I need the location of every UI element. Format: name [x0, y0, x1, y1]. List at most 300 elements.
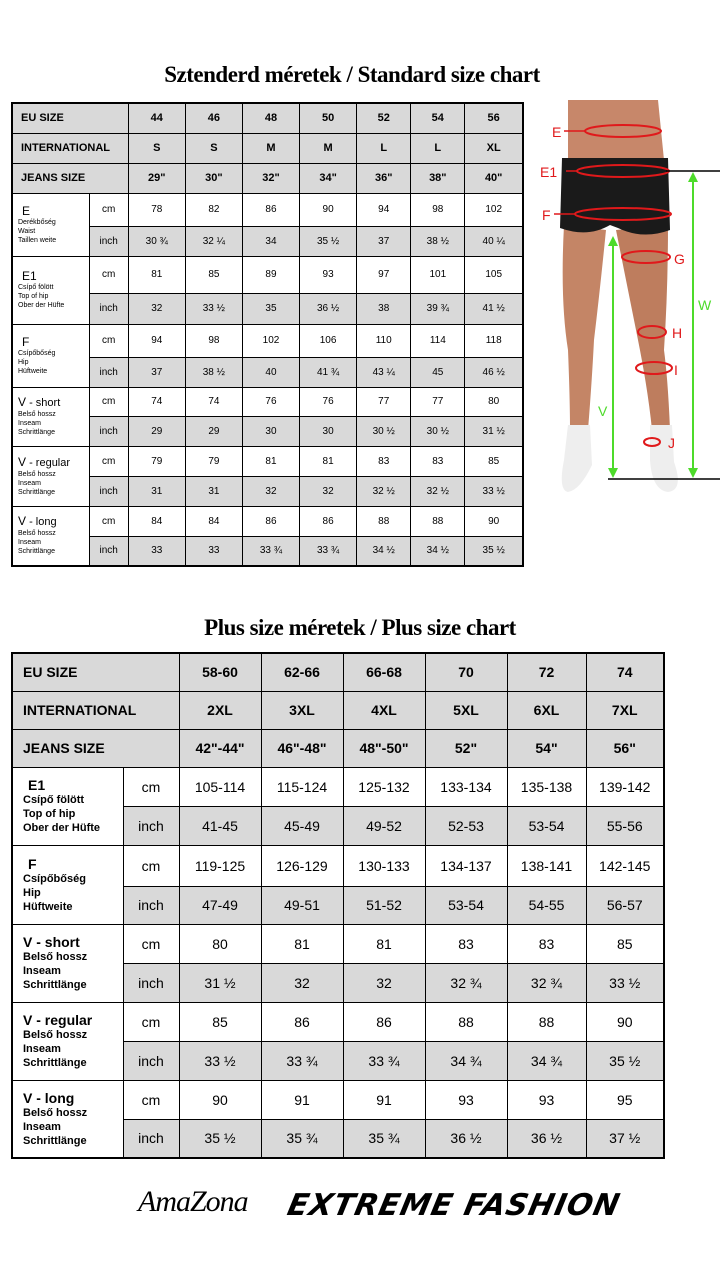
size-value-cell: 33: [128, 536, 185, 566]
size-value-cell: 35 ½: [586, 1041, 664, 1080]
jeans-size-cell: 42"-44": [179, 729, 261, 767]
measure-code-suffix: - regular: [26, 456, 71, 469]
measure-row-cm: [12, 387, 523, 416]
jeans-size-cell: 32": [242, 163, 299, 193]
size-value-cell: 33 ½: [179, 1041, 261, 1080]
size-value-cell: 53-54: [507, 806, 586, 845]
measure-row-cm: [12, 324, 523, 357]
unit-label: cm: [89, 324, 128, 357]
international-cell: M: [300, 133, 357, 163]
size-value-cell: 126-129: [261, 845, 343, 886]
size-value-cell: 83: [425, 924, 507, 963]
international-row: [12, 691, 664, 729]
size-value-cell: 93: [507, 1080, 586, 1119]
measure-code-suffix: - short: [26, 397, 61, 409]
unit-label: inch: [89, 476, 128, 506]
size-value-cell: 33 ½: [465, 476, 523, 506]
unit-label: inch: [123, 1041, 179, 1080]
size-value-cell: 85: [586, 924, 664, 963]
brand-logo: AmaZona: [138, 1185, 248, 1218]
unit-label: inch: [123, 1119, 179, 1158]
size-value-cell: 41-45: [179, 806, 261, 845]
size-value-cell: 101: [411, 256, 465, 293]
jeans-size-cell: 40": [465, 163, 523, 193]
size-value-cell: 86: [261, 1002, 343, 1041]
size-value-cell: 37 ½: [586, 1119, 664, 1158]
size-value-cell: 91: [261, 1080, 343, 1119]
size-value-cell: 37: [128, 357, 185, 387]
eu-size-cell: 52: [357, 103, 411, 133]
size-value-cell: 33 ½: [586, 963, 664, 1002]
size-value-cell: 105-114: [179, 767, 261, 806]
measure-description: Ober der Hüfte: [18, 302, 65, 309]
unit-label: cm: [123, 845, 179, 886]
measure-description: Hüftweite: [23, 900, 73, 913]
size-value-cell: 35: [242, 293, 299, 324]
eu-size-cell: 48: [242, 103, 299, 133]
standard-size-table: [11, 102, 524, 567]
size-value-cell: 40 ¼: [465, 226, 523, 256]
size-value-cell: 85: [185, 256, 242, 293]
size-value-cell: 34 ¾: [425, 1041, 507, 1080]
eu-size-cell: 50: [300, 103, 357, 133]
size-value-cell: 93: [300, 256, 357, 293]
label-H: H: [672, 325, 683, 341]
measure-description: Inseam: [18, 479, 41, 487]
size-value-cell: 80: [179, 924, 261, 963]
measure-label: [12, 193, 89, 256]
size-value-cell: 77: [357, 387, 411, 416]
V-arrow-head-bottom: [608, 468, 618, 478]
size-value-cell: 86: [242, 506, 299, 536]
measure-description: Waist: [18, 227, 36, 235]
size-value-cell: 98: [411, 193, 465, 226]
size-value-cell: 79: [128, 446, 185, 476]
size-value-cell: 32: [343, 963, 425, 1002]
size-value-cell: 34: [242, 226, 299, 256]
size-value-cell: 135-138: [507, 767, 586, 806]
size-value-cell: 36 ½: [300, 293, 357, 324]
size-value-cell: 33 ¾: [261, 1041, 343, 1080]
measure-description: Csípő fölött: [23, 794, 85, 806]
size-value-cell: 98: [185, 324, 242, 357]
measure-label: [12, 1080, 123, 1158]
measure-row-inch: [12, 416, 523, 446]
size-value-cell: 34 ½: [411, 536, 465, 566]
eu-size-cell: 56: [465, 103, 523, 133]
jeans-size-cell: 36": [357, 163, 411, 193]
size-value-cell: 77: [411, 387, 465, 416]
torso-shape: [568, 100, 664, 160]
size-value-cell: 84: [185, 506, 242, 536]
size-value-cell: 125-132: [343, 767, 425, 806]
measure-code: [23, 1090, 123, 1106]
measure-code: [23, 934, 123, 950]
measure-code: [18, 270, 89, 283]
size-value-cell: 118: [465, 324, 523, 357]
size-value-cell: 45-49: [261, 806, 343, 845]
size-value-cell: 88: [507, 1002, 586, 1041]
size-value-cell: 52-53: [425, 806, 507, 845]
body-measurement-figure: [528, 100, 720, 500]
eu-size-cell: 54: [411, 103, 465, 133]
measure-code-letter: V: [23, 1089, 33, 1106]
size-value-cell: 115-124: [261, 767, 343, 806]
measure-row-cm: [12, 924, 664, 963]
measure-code-letter: V: [23, 1012, 33, 1028]
measure-code-suffix: - long: [26, 516, 57, 529]
size-value-cell: 32 ½: [357, 476, 411, 506]
size-value-cell: 80: [465, 387, 523, 416]
size-value-cell: 32 ¼: [185, 226, 242, 256]
measure-description: Inseam: [23, 1120, 61, 1133]
size-value-cell: 35 ½: [179, 1119, 261, 1158]
measure-code-suffix: - regular: [32, 1012, 93, 1028]
size-value-cell: 38 ½: [411, 226, 465, 256]
size-value-cell: 37: [357, 226, 411, 256]
international-cell: M: [242, 133, 299, 163]
measure-description: Csípőbőség: [18, 349, 56, 357]
size-value-cell: 105: [465, 256, 523, 293]
measure-description: Hüftweite: [18, 367, 48, 375]
unit-label: inch: [89, 416, 128, 446]
measure-code: [23, 856, 123, 872]
eu-size-cell: 62-66: [261, 653, 343, 691]
size-value-cell: 90: [465, 506, 523, 536]
measure-description: Schrittlänge: [23, 1057, 87, 1069]
size-value-cell: 33 ¾: [242, 536, 299, 566]
size-value-cell: 86: [300, 506, 357, 536]
eu-size-row: [12, 103, 523, 133]
measure-row-inch: [12, 476, 523, 506]
left-sock-shape: [562, 425, 592, 492]
size-value-cell: 93: [425, 1080, 507, 1119]
jeans-size-cell: 30": [185, 163, 242, 193]
unit-label: inch: [89, 357, 128, 387]
measure-description: Hip: [18, 358, 29, 366]
size-value-cell: 89: [242, 256, 299, 293]
size-value-cell: 43 ¼: [357, 357, 411, 387]
international-cell: 7XL: [586, 691, 664, 729]
measure-description: Derékbőség: [18, 218, 56, 226]
size-value-cell: 85: [465, 446, 523, 476]
size-value-cell: 31: [128, 476, 185, 506]
measure-code: [18, 515, 89, 529]
size-value-cell: 134-137: [425, 845, 507, 886]
size-value-cell: 90: [179, 1080, 261, 1119]
size-value-cell: 90: [586, 1002, 664, 1041]
left-leg-shape: [563, 225, 606, 430]
size-value-cell: 88: [357, 506, 411, 536]
jeans-size-label: JEANS SIZE: [12, 163, 128, 193]
unit-label: cm: [89, 193, 128, 226]
size-value-cell: 94: [357, 193, 411, 226]
international-cell: 5XL: [425, 691, 507, 729]
measure-description: Belső hossz: [18, 470, 56, 478]
size-value-cell: 32: [300, 476, 357, 506]
size-value-cell: 51-52: [343, 886, 425, 924]
measure-code-letter: E1: [28, 777, 46, 793]
measure-description: Schrittlänge: [23, 1134, 87, 1147]
size-value-cell: 78: [128, 193, 185, 226]
size-value-cell: 32 ½: [411, 476, 465, 506]
measure-code-letter: V: [18, 454, 27, 469]
international-cell: 2XL: [179, 691, 261, 729]
measure-description: Hip: [23, 886, 41, 899]
size-value-cell: 95: [586, 1080, 664, 1119]
size-value-cell: 38: [357, 293, 411, 324]
measure-code-letter: V: [23, 934, 33, 950]
international-cell: 3XL: [261, 691, 343, 729]
measure-description: Belső hossz: [23, 1029, 88, 1041]
size-value-cell: 30: [242, 416, 299, 446]
size-value-cell: 49-51: [261, 886, 343, 924]
international-cell: S: [185, 133, 242, 163]
size-value-cell: 46 ½: [465, 357, 523, 387]
label-E: E: [552, 124, 562, 140]
plus-size-table: [11, 652, 665, 1159]
label-E1: E1: [540, 164, 558, 180]
measure-row-inch: [12, 536, 523, 566]
measure-row-cm: [12, 193, 523, 226]
size-value-cell: 54-55: [507, 886, 586, 924]
size-value-cell: 74: [128, 387, 185, 416]
international-cell: XL: [465, 133, 523, 163]
measure-label: [12, 446, 89, 506]
international-cell: S: [128, 133, 185, 163]
measure-description: Belső hossz: [18, 411, 56, 418]
jeans-size-cell: 52": [425, 729, 507, 767]
size-value-cell: 47-49: [179, 886, 261, 924]
size-value-cell: 35 ½: [465, 536, 523, 566]
size-value-cell: 76: [242, 387, 299, 416]
measure-label: [12, 845, 123, 924]
international-row: [12, 133, 523, 163]
size-value-cell: 56-57: [586, 886, 664, 924]
measure-code: [18, 456, 89, 470]
eu-size-cell: 58-60: [179, 653, 261, 691]
measure-label: [12, 924, 123, 1002]
size-value-cell: 39 ¾: [411, 293, 465, 324]
measure-description: Belső hossz: [23, 951, 88, 963]
size-value-cell: 29: [185, 416, 242, 446]
eu-size-cell: 46: [185, 103, 242, 133]
measure-description: Top of hip: [23, 808, 76, 820]
measure-code: [23, 777, 123, 793]
jeans-size-row: [12, 729, 664, 767]
measure-label: [12, 324, 89, 387]
label-I: I: [674, 362, 678, 378]
size-value-cell: 34 ½: [357, 536, 411, 566]
jeans-size-cell: 48"-50": [343, 729, 425, 767]
unit-label: cm: [123, 924, 179, 963]
unit-label: inch: [123, 806, 179, 845]
measure-row-inch: [12, 293, 523, 324]
size-value-cell: 81: [128, 256, 185, 293]
size-value-cell: 31 ½: [179, 963, 261, 1002]
measure-description: Schrittlänge: [23, 979, 87, 991]
size-value-cell: 83: [357, 446, 411, 476]
measure-row-cm: [12, 1002, 664, 1041]
unit-label: cm: [123, 1002, 179, 1041]
measure-code-letter: E1: [22, 269, 37, 283]
size-value-cell: 35 ½: [300, 226, 357, 256]
jeans-size-cell: 46"-48": [261, 729, 343, 767]
size-value-cell: 86: [343, 1002, 425, 1041]
measure-code: [18, 396, 89, 410]
jeans-size-label: JEANS SIZE: [12, 729, 179, 767]
size-value-cell: 81: [242, 446, 299, 476]
measure-code: [23, 1012, 123, 1028]
size-value-cell: 119-125: [179, 845, 261, 886]
label-G: G: [674, 251, 685, 267]
shorts-shape: [560, 158, 670, 235]
unit-label: cm: [89, 506, 128, 536]
unit-label: inch: [89, 293, 128, 324]
measure-label: [12, 387, 89, 446]
label-V: V: [598, 403, 608, 419]
measure-description: Csípőbőség: [23, 872, 86, 885]
measure-label: [12, 506, 89, 566]
international-label: INTERNATIONAL: [12, 691, 179, 729]
measure-code-suffix: - long: [32, 1089, 75, 1106]
size-value-cell: 36 ½: [425, 1119, 507, 1158]
W-arrow-head-bottom: [688, 468, 698, 478]
size-value-cell: 35 ¾: [261, 1119, 343, 1158]
size-value-cell: 110: [357, 324, 411, 357]
size-value-cell: 88: [411, 506, 465, 536]
size-value-cell: 114: [411, 324, 465, 357]
size-value-cell: 86: [242, 193, 299, 226]
measure-description: Belső hossz: [18, 530, 56, 538]
measure-code: [18, 336, 89, 349]
size-value-cell: 130-133: [343, 845, 425, 886]
size-value-cell: 29: [128, 416, 185, 446]
W-arrow-head-top: [688, 172, 698, 182]
international-cell: L: [411, 133, 465, 163]
size-value-cell: 94: [128, 324, 185, 357]
measure-row-inch: [12, 226, 523, 256]
measure-row-cm: [12, 256, 523, 293]
size-value-cell: 31 ½: [465, 416, 523, 446]
size-value-cell: 30 ½: [411, 416, 465, 446]
jeans-size-cell: 29": [128, 163, 185, 193]
V-arrow-head-top: [608, 236, 618, 246]
label-J: J: [668, 435, 675, 451]
size-value-cell: 138-141: [507, 845, 586, 886]
jeans-size-cell: 56": [586, 729, 664, 767]
measure-code-letter: F: [22, 334, 30, 349]
size-value-cell: 32: [261, 963, 343, 1002]
size-value-cell: 49-52: [343, 806, 425, 845]
measure-description: Schrittlänge: [18, 488, 55, 496]
size-value-cell: 139-142: [586, 767, 664, 806]
size-value-cell: 82: [185, 193, 242, 226]
measure-label: [12, 1002, 123, 1080]
measure-description: Ober der Hüfte: [23, 822, 101, 834]
size-value-cell: 33: [185, 536, 242, 566]
size-value-cell: 83: [411, 446, 465, 476]
size-value-cell: 30: [300, 416, 357, 446]
jeans-size-cell: 54": [507, 729, 586, 767]
size-value-cell: 40: [242, 357, 299, 387]
size-value-cell: 81: [300, 446, 357, 476]
size-value-cell: 34 ¾: [507, 1041, 586, 1080]
size-value-cell: 30 ¾: [128, 226, 185, 256]
label-W: W: [698, 297, 712, 313]
size-value-cell: 55-56: [586, 806, 664, 845]
measure-code-suffix: - short: [32, 934, 80, 950]
size-value-cell: 79: [185, 446, 242, 476]
size-value-cell: 36 ½: [507, 1119, 586, 1158]
measure-description: Schrittlänge: [18, 548, 55, 556]
size-value-cell: 33 ½: [185, 293, 242, 324]
international-cell: 6XL: [507, 691, 586, 729]
eu-size-cell: 70: [425, 653, 507, 691]
eu-size-label: EU SIZE: [12, 653, 179, 691]
unit-label: cm: [123, 767, 179, 806]
eu-size-label: EU SIZE: [12, 103, 128, 133]
eu-size-cell: 74: [586, 653, 664, 691]
size-value-cell: 84: [128, 506, 185, 536]
size-value-cell: 45: [411, 357, 465, 387]
jeans-size-cell: 38": [411, 163, 465, 193]
unit-label: inch: [89, 536, 128, 566]
measure-label: [12, 256, 89, 324]
measure-code-letter: V: [18, 514, 27, 529]
measure-code: [18, 205, 89, 218]
unit-label: inch: [89, 226, 128, 256]
size-value-cell: 30 ½: [357, 416, 411, 446]
size-value-cell: 81: [261, 924, 343, 963]
size-value-cell: 76: [300, 387, 357, 416]
jeans-size-row: [12, 163, 523, 193]
size-value-cell: 81: [343, 924, 425, 963]
measure-description: Taillen weite: [18, 236, 57, 244]
size-value-cell: 32 ¾: [425, 963, 507, 1002]
measure-code-letter: E: [22, 203, 31, 218]
size-value-cell: 53-54: [425, 886, 507, 924]
size-value-cell: 32: [128, 293, 185, 324]
size-value-cell: 31: [185, 476, 242, 506]
measure-description: Belső hossz: [23, 1106, 88, 1119]
measure-row-cm: [12, 845, 664, 886]
unit-label: inch: [123, 963, 179, 1002]
size-value-cell: 90: [300, 193, 357, 226]
standard-chart-title: Sztenderd méretek / Standard size chart: [164, 62, 540, 87]
measure-row-cm: [12, 446, 523, 476]
measure-description: Inseam: [23, 965, 61, 977]
size-value-cell: 41 ½: [465, 293, 523, 324]
measure-description: Inseam: [23, 1043, 61, 1055]
measure-description: Inseam: [18, 539, 41, 547]
measure-code-letter: V: [18, 395, 27, 409]
plus-chart-title: Plus size méretek / Plus size chart: [204, 615, 516, 640]
eu-size-cell: 44: [128, 103, 185, 133]
size-value-cell: 102: [465, 193, 523, 226]
eu-size-row: [12, 653, 664, 691]
measure-code-letter: F: [28, 855, 37, 872]
international-label: INTERNATIONAL: [12, 133, 128, 163]
eu-size-cell: 66-68: [343, 653, 425, 691]
measure-row-cm: [12, 506, 523, 536]
size-value-cell: 142-145: [586, 845, 664, 886]
size-value-cell: 32 ¾: [507, 963, 586, 1002]
measure-row-cm: [12, 767, 664, 806]
size-value-cell: 38 ½: [185, 357, 242, 387]
unit-label: inch: [123, 886, 179, 924]
size-value-cell: 35 ¾: [343, 1119, 425, 1158]
